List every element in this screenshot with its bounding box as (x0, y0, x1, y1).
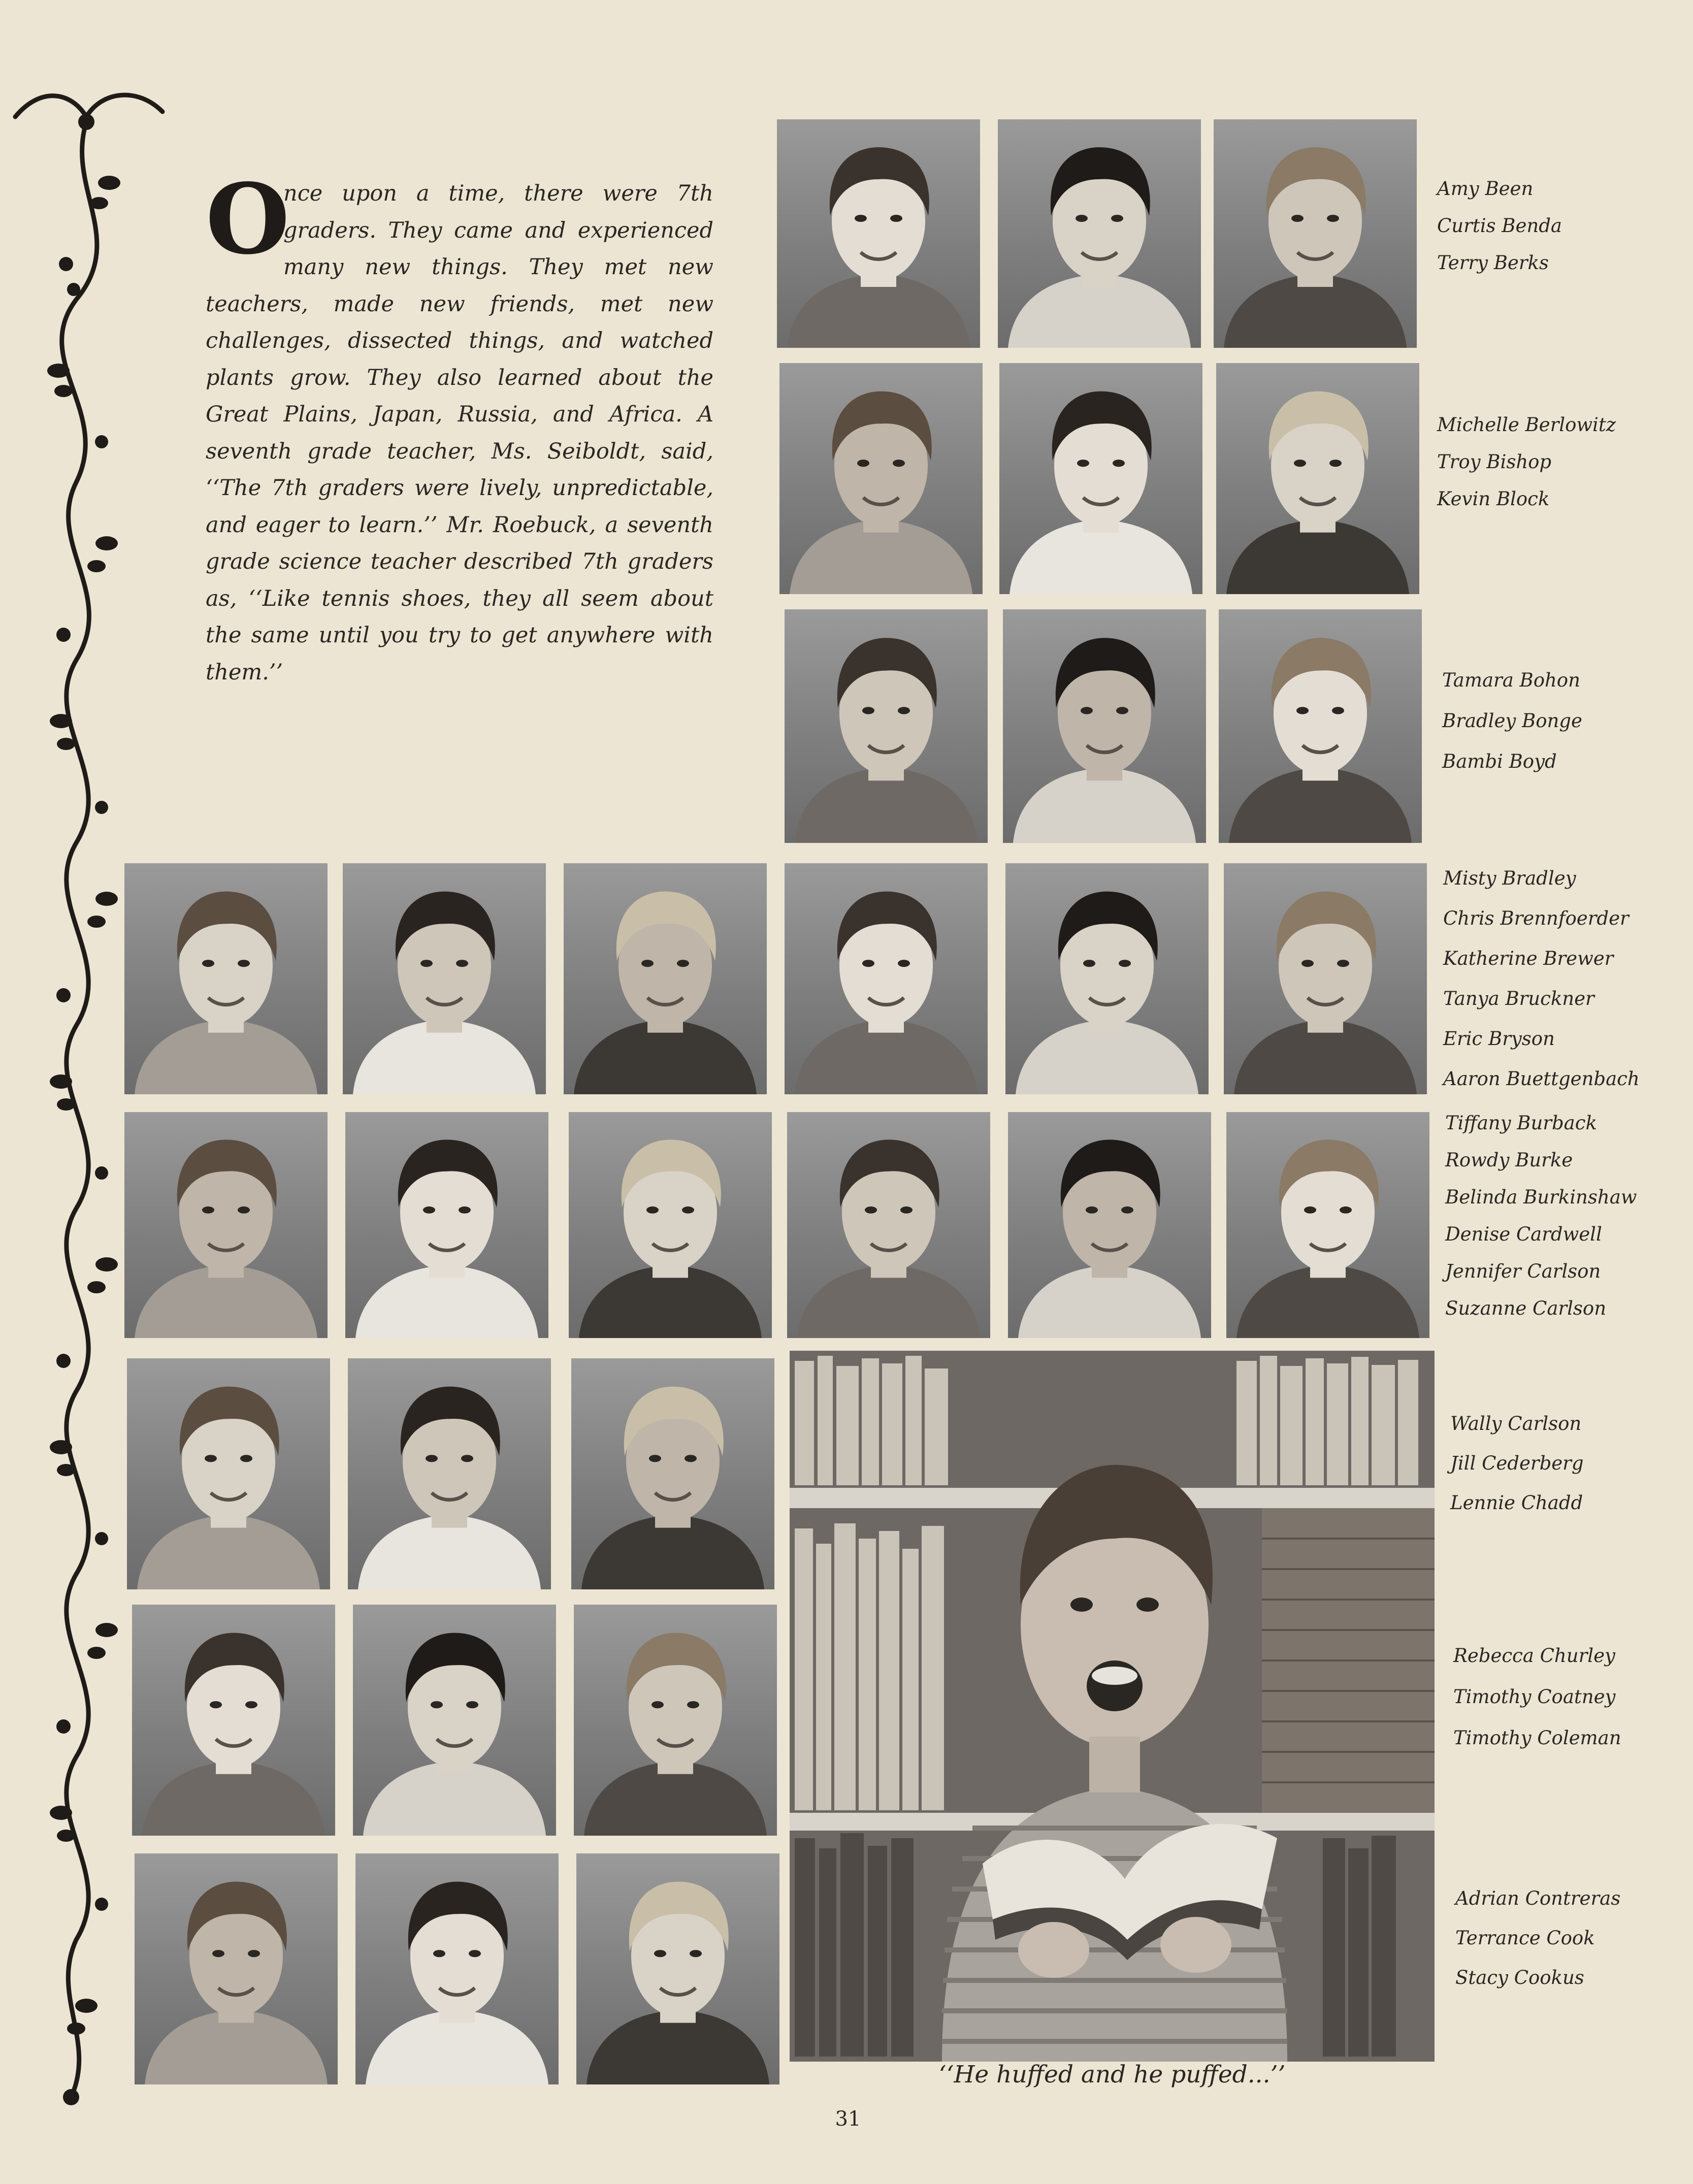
student-name: Tamara Bohon (1442, 669, 1580, 691)
student-portrait (127, 1358, 330, 1589)
intro-text: nce upon a time, there were 7th graders. They came and experienced many new things. They met new teachers, made new friends, met new challenges, dissected things, and watched plants grow. They also learned about the Great Plains, Japan, Russia, and Africa. A seventh grade teacher, Ms. Seiboldt, said, ‘‘The 7th graders were lively, unpredictable, and eager to learn.’’ Mr. Roebuck, a seventh grade science teacher described 7th graders as, ‘‘Like tennis shoes, they all seem about the same until you try to get anywhere with them.’’ (206, 181, 713, 685)
student-portrait (124, 863, 328, 1094)
student-name: Eric Bryson (1443, 1028, 1555, 1050)
student-name: Suzanne Carlson (1445, 1297, 1607, 1319)
student-name: Chris Brennfoerder (1443, 907, 1629, 929)
student-name: Tiffany Burback (1445, 1112, 1597, 1134)
name-list (1455, 1879, 1620, 1998)
student-portrait (355, 1853, 559, 2084)
student-name: Rowdy Burke (1445, 1149, 1573, 1171)
student-name: Adrian Contreras (1455, 1887, 1621, 1909)
student-name: Katherine Brewer (1443, 948, 1614, 969)
student-portrait (1224, 863, 1427, 1094)
name-list (1442, 660, 1582, 782)
student-name: Curtis Benda (1437, 215, 1562, 237)
photo-caption: ‘‘He huffed and he puffed...’’ (938, 2061, 1286, 2089)
student-portrait (779, 363, 983, 594)
name-list (1445, 1104, 1637, 1327)
student-portrait (998, 119, 1201, 348)
name-list (1450, 1404, 1584, 1523)
student-name: Misty Bradley (1443, 867, 1576, 889)
student-name: Tanya Bruckner (1443, 988, 1594, 1009)
student-name: Denise Cardwell (1445, 1223, 1602, 1245)
library-candid-photo (790, 1351, 1435, 2062)
student-portrait (1005, 863, 1209, 1094)
student-name: Jill Cederberg (1450, 1452, 1584, 1474)
student-portrait (345, 1112, 548, 1338)
student-portrait (1214, 119, 1417, 348)
student-name: Michelle Berlowitz (1437, 414, 1616, 436)
drop-cap-letter: O (206, 162, 290, 276)
student-portrait (777, 119, 980, 348)
name-list (1453, 1635, 1621, 1758)
name-list (1437, 170, 1562, 281)
student-portrait (564, 863, 767, 1094)
student-name: Amy Been (1437, 178, 1534, 200)
student-portrait (785, 863, 988, 1094)
student-portrait (787, 1112, 990, 1338)
student-portrait (353, 1605, 556, 1836)
student-portrait (348, 1358, 551, 1589)
student-name: Timothy Coleman (1453, 1727, 1621, 1749)
name-list (1443, 858, 1640, 1099)
student-portrait (576, 1853, 779, 2084)
student-name: Wally Carlson (1450, 1413, 1582, 1435)
student-portrait (571, 1358, 774, 1589)
student-name: Kevin Block (1437, 488, 1550, 510)
student-name: Bambi Boyd (1442, 751, 1557, 772)
student-name: Aaron Buettgenbach (1443, 1068, 1640, 1090)
student-portrait (574, 1605, 777, 1836)
student-portrait (124, 1112, 328, 1338)
student-name: Timothy Coatney (1453, 1686, 1616, 1708)
name-list (1437, 406, 1616, 517)
student-name: Terrance Cook (1455, 1927, 1595, 1949)
student-portrait (999, 363, 1202, 594)
student-portrait (1008, 1112, 1211, 1338)
student-name: Jennifer Carlson (1445, 1260, 1601, 1282)
student-name: Belinda Burkinshaw (1445, 1186, 1637, 1208)
student-name: Stacy Cookus (1455, 1967, 1584, 1989)
page-number: 31 (835, 2107, 861, 2131)
student-portrait (1226, 1112, 1429, 1338)
student-portrait (132, 1605, 335, 1836)
student-name: Lennie Chadd (1450, 1492, 1583, 1514)
student-portrait (343, 863, 546, 1094)
student-name: Bradley Bonge (1442, 710, 1582, 732)
student-portrait (1003, 609, 1206, 843)
student-name: Rebecca Churley (1453, 1645, 1615, 1667)
student-portrait (1216, 363, 1419, 594)
student-portrait (569, 1112, 772, 1338)
intro-paragraph (206, 162, 713, 691)
student-portrait (785, 609, 988, 843)
student-name: Troy Bishop (1437, 451, 1552, 473)
student-portrait (1219, 609, 1422, 843)
student-portrait (135, 1853, 338, 2084)
student-name: Terry Berks (1437, 252, 1549, 274)
